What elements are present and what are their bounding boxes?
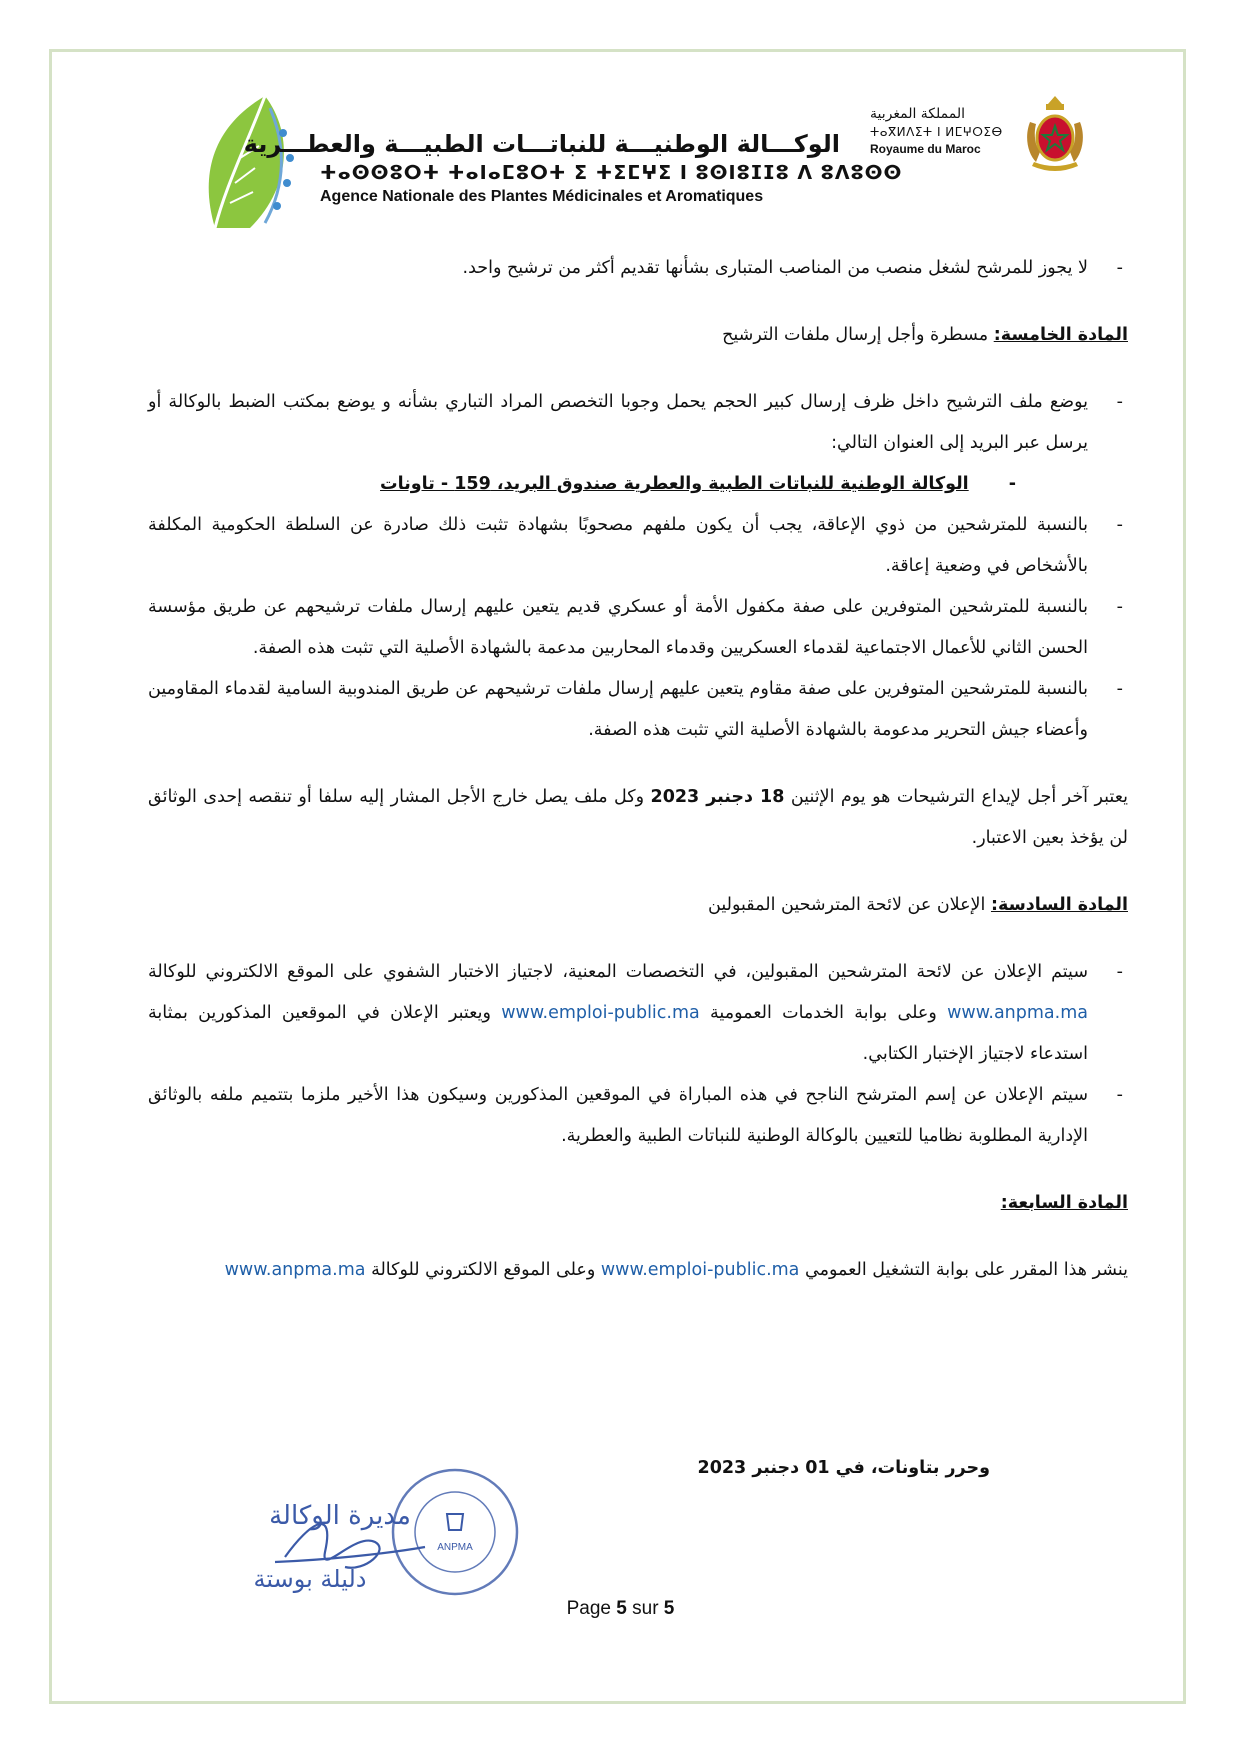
moroccan-coat-of-arms-icon [1022,92,1088,176]
article-5-subtitle: مسطرة وأجل إرسال ملفات الترشيح [722,325,994,345]
deadline-paragraph [148,777,1128,859]
publication-paragraph [148,1250,1128,1291]
article-6-title: المادة السادسة: [990,895,1128,915]
kingdom-name-french: Royaume du Maroc [870,142,981,156]
svg-text:مديرة الوكالة: مديرة الوكالة [269,1501,411,1531]
kingdom-name-tifinagh: ⵜⴰⴳⵍⴷⵉⵜ ⵏ ⵍⵎⵖⵔⵉⴱ [870,125,1003,139]
total-pages: 5 [663,1598,675,1619]
article-5-heading [148,315,1128,356]
article-7-title: المادة السابعة: [1000,1193,1128,1213]
svg-text:دليلة بوستة: دليلة بوستة [253,1565,367,1593]
disability-applicants-paragraph: - بالنسبة للمترشحين من ذوي الإعاقة، يجب أن يكون ملفهم مصحوبًا بشهادة تثبت ذلك صادرة عن السلطة الحكومية المكلفة بالأشخاص في وضعية إعاقة. [148,505,1128,587]
deadline-text-start: يعتبر آخر أجل لإيداع الترشيحات هو يوم الإثنين [784,787,1129,807]
deadline-date: 18 دجنبر 2023 [650,787,785,807]
article-6-heading [148,885,1128,926]
kingdom-name-arabic: المملكة المغربية [870,106,966,122]
current-page-number: 5 [616,1598,627,1619]
agency-leaf-logo [195,88,305,238]
agency-name-tifinagh: ⵜⴰⵙⵙⵓⵔⵜ ⵜⴰⵏⴰⵎⵓⵔⵜ ⵉ ⵜⵉⵎⵖⵉ ⵏ ⵓⵙⵏⵓⵊⵊⵓ ⴷ ⵓⴷⵓⵙⵙ [320,162,903,184]
agency-name-arabic: الوكـــالة الوطنيـــة للنباتـــات الطبيـــة والعطـــرية [243,130,840,158]
successful-candidate-paragraph: - سيتم الإعلان عن إسم المترشح الناجح في هذه المباراة في الموقعين المذكورين وسيكون هذا الأخير ملزما بتتميم ملفه بالوثائق الإدارية المطلوبة نظاميا للتعيين بالوكالة الوطنية للنباتات الطبية والعطرية. [148,1075,1128,1157]
agency-name-french: Agence Nationale des Plantes Médicinales et Aromatiques [320,188,764,205]
emploi-public-link-2[interactable]: www.emploi-public.ma [600,1260,800,1280]
signoff-date-place: وحرر بتاونات، في 01 دجنبر 2023 [697,1458,990,1478]
publication-text-middle: وعلى الموقع الالكتروني للوكالة [365,1260,601,1280]
anpma-website-link[interactable]: www.anpma.ma [947,1003,1088,1023]
agency-header [170,88,903,238]
deadline-text-end: وكل ملف يصل خارج الأجل المشار إليه سلفا أو تنقصه إحدى الوثائق لن يؤخذ بعين الاعتبار. [148,787,1128,848]
mailing-address [148,464,1128,505]
candidate-single-application-rule: - لا يجوز للمرشح لشغل منصب من المناصب المتبارى بشأنها تقديم أكثر من ترشيح واحد. [148,248,1128,289]
address-dash: - [1008,474,1016,494]
footer-page-prefix: Page [566,1598,617,1619]
kingdom-header [870,92,1100,182]
announcement-text-middle: وعلى بوابة الخدمات العمومية [699,1003,948,1023]
announcement-text-start: سيتم الإعلان عن لائحة المترشحين المقبولين، في التخصصات المعنية، لاجتياز الاختبار الشفوي على الموقع الالكتروني للوكالة [148,962,1088,982]
publication-text-start: ينشر هذا المقرر على بوابة التشغيل العمومي [799,1260,1128,1280]
article-5-title: المادة الخامسة: [993,325,1128,345]
anpma-website-link-2[interactable]: www.anpma.ma [224,1260,366,1280]
article-7-heading [148,1183,1128,1224]
document-body [148,248,1128,1291]
accepted-list-announcement-paragraph [148,952,1128,1075]
article-6-subtitle: الإعلان عن لائحة المترشحين المقبولين [708,895,991,915]
svg-text:ANPMA: ANPMA [437,1542,473,1553]
resistance-applicants-paragraph: - بالنسبة للمترشحين المتوفرين على صفة مقاوم يتعين عليهم إرسال ملفات ترشيحهم عن طريق المندوبية السامية لقدماء المقاومين وأعضاء جيش التحرير مدعومة بالشهادة الأصلية التي تثبت هذه الصفة. [148,669,1128,751]
emploi-public-link[interactable]: www.emploi-public.ma [501,1003,700,1023]
application-envelope-paragraph: - يوضع ملف الترشيح داخل ظرف إرسال كبير الحجم يحمل وجوبا التخصص المراد التباري بشأنه و يوضع بمكتب الضبط بالوكالة أو يرسل عبر البريد إلى العنوان التالي: [148,382,1128,464]
page-footer [0,1598,1241,1620]
signature-and-stamp [215,1462,545,1602]
mailing-address-text: الوكالة الوطنية للنباتات الطبية والعطرية صندوق البريد، 159 - تاونات [380,474,969,494]
announcement-text-end: ويعتبر الإعلان في الموقعين المذكورين بمثابة استدعاء لاجتياز الإختبار الكتابي. [148,1003,1088,1064]
veterans-applicants-paragraph: - بالنسبة للمترشحين المتوفرين على صفة مكفول الأمة أو عسكري قديم يتعين عليهم إرسال ملفات ترشيحهم عن طريق مؤسسة الحسن الثاني للأعمال الاجتماعية لقدماء العسكريين وقدماء المحاربين مدعمة بالشهادة الأصلية التي تثبت هذه الصفة. [148,587,1128,669]
footer-sur: sur [626,1598,664,1619]
